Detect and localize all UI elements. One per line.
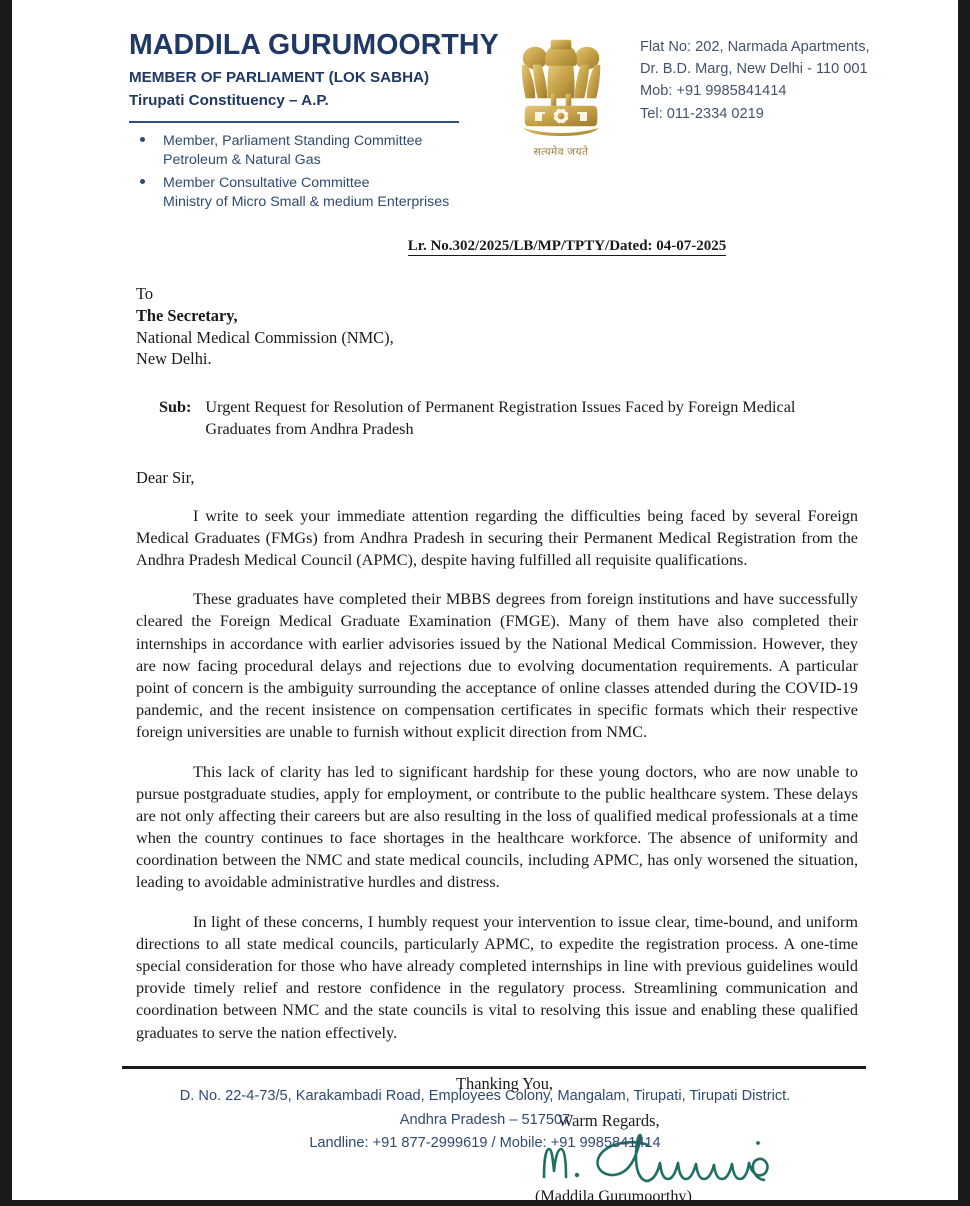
list-item bbox=[129, 174, 494, 211]
salutation: Dear Sir, bbox=[136, 467, 195, 487]
page-title: MADDILA GURUMOORTHY bbox=[129, 29, 499, 61]
subject-line bbox=[159, 397, 858, 440]
contact-block bbox=[640, 36, 870, 125]
letterhead-divider bbox=[129, 121, 459, 123]
footer-line: Landline: +91 877-2999619 / Mobile: +91 9985841414 bbox=[309, 1135, 661, 1152]
body-paragraph: I write to seek your immediate attention regarding the difficulties being faced by several Foreign Medical Graduates (FMGs) from Andhra Pradesh in securing their Permanent Medical Registration from the Andhra Pradesh Medical Council (APMC), despite having fulfilled all requisite qualifications. bbox=[136, 506, 858, 570]
footer-line: D. No. 22-4-73/5, Karakambadi Road, Employees Colony, Mangalam, Tirupati, Tirupati District. bbox=[179, 1088, 791, 1104]
body-paragraph: These graduates have completed their MBBS degrees from foreign institutions and have successfully cleared the Foreign Medical Graduate Examination (FMGE). Many of them have also completed their internships in accordance with earlier advisories issued by the National Medical Commission. However, they are now facing procedural delays and rejections due to evolving documentation requirements. A particular point of concern is the ambiguity surrounding the acceptance of online classes attended during the COVID-19 pandemic, and the recent insistence on compensation certificates in specific formats which their respective foreign universities are unable to furnish without explicit direction from NMC. bbox=[136, 590, 858, 742]
subject-text: Urgent Request for Resolution of Permanent Registration Issues Faced by Foreign Medical Graduates from Andhra Pradesh bbox=[205, 398, 796, 438]
reference-number bbox=[276, 238, 858, 255]
contact-line: Mob: +91 9985841414 bbox=[640, 83, 787, 100]
letterhead-left-block bbox=[129, 29, 499, 217]
list-item bbox=[129, 132, 494, 169]
ashoka-lion-capital-emblem bbox=[515, 32, 607, 144]
subject-label: Sub: bbox=[159, 398, 192, 417]
contact-line: Tel: 011-2334 0219 bbox=[640, 105, 764, 122]
bullet-icon bbox=[140, 179, 145, 184]
recipient-organisation: National Medical Commission (NMC), bbox=[136, 327, 394, 347]
bullet-icon bbox=[140, 137, 145, 142]
committee-list bbox=[129, 132, 494, 212]
signer-name: (Maddila Gurumoorthy) bbox=[535, 1186, 692, 1205]
committee-line-2: Petroleum & Natural Gas bbox=[163, 151, 321, 168]
regards-text: Warm Regards, bbox=[558, 1110, 660, 1130]
committee-line-2: Ministry of Micro Small & medium Enterprises bbox=[163, 194, 450, 211]
mp-constituency: Tirupati Constituency – A.P. bbox=[129, 91, 329, 109]
recipient-name: The Secretary, bbox=[136, 305, 238, 325]
committee-line-1: Member, Parliament Standing Committee bbox=[163, 132, 423, 149]
committee-line-1: Member Consultative Committee bbox=[163, 175, 370, 192]
body-paragraph: In light of these concerns, I humbly request your intervention to issue clear, time-bound, and uniform directions to all state medical councils, particularly APMC, to expedite the registration process. A one-time special consideration for those who have already completed internships in line with previous guidelines would provide timely relief and restore confidence in the regulatory process. Streamlining communication and coordination between NMC and the state councils is vital to resolving this issue and enabling these qualified graduates to serve the nation effectively. bbox=[136, 912, 858, 1042]
footer-line: Andhra Pradesh – 517507 bbox=[399, 1111, 571, 1128]
national-emblem-block bbox=[513, 32, 609, 159]
reference-number-text: Lr. No.302/2025/LB/MP/TPTY/Dated: 04-07-2025 bbox=[407, 238, 727, 254]
contact-line: Flat No: 202, Narmada Apartments, bbox=[640, 39, 870, 55]
letter-body bbox=[12, 238, 958, 1206]
thanking-text: Thanking You, bbox=[456, 1073, 553, 1093]
contact-line: Dr. B.D. Marg, New Delhi - 110 001 bbox=[640, 61, 868, 78]
letterhead bbox=[12, 0, 958, 222]
footer-divider bbox=[122, 1066, 866, 1069]
mp-role: MEMBER OF PARLIAMENT (LOK SABHA) bbox=[129, 68, 430, 86]
recipient-city: New Delhi. bbox=[136, 349, 212, 369]
letter-page bbox=[12, 0, 958, 1205]
to-label: To bbox=[136, 284, 154, 303]
recipient-address bbox=[136, 283, 858, 370]
body-paragraph: This lack of clarity has led to significant hardship for these young doctors, who are now unable to pursue postgraduate studies, apply for employment, or contribute to the public healthcare system. These delays are not only affecting their careers but are also resulting in the loss of qualified medical professionals at a time when the country continues to face shortages in the healthcare workforce. The absence of uniformity and coordination between the NMC and state medical councils, including APMC, has only worsened the situation, leading to avoidable administrative hurdles and distress. bbox=[136, 762, 858, 892]
footer-address bbox=[12, 1085, 958, 1156]
emblem-motto: सत्यमेव जयते bbox=[533, 146, 589, 158]
